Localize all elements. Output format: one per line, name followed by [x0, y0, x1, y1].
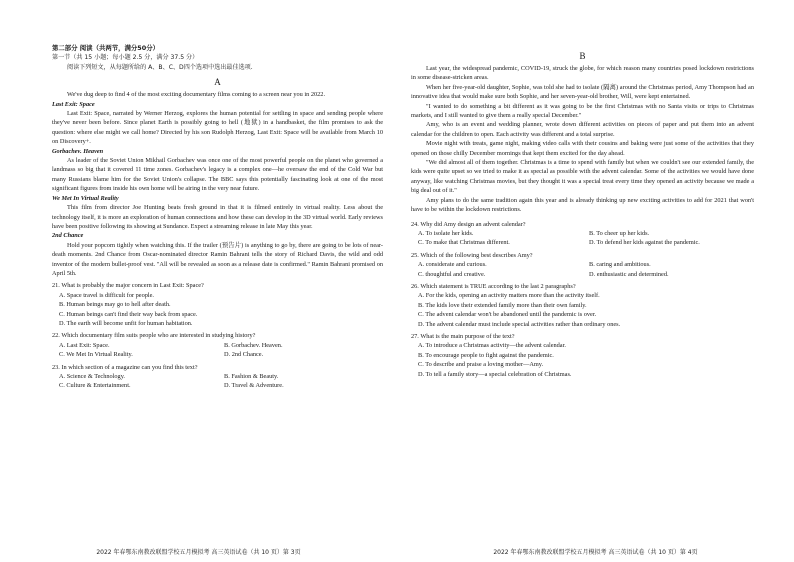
passage-paragraph: "We did almost all of them together. Christmas is a time to spend with family but when we couldn't see our extended family, the kids were quite upset so we tried to make it as special as possible with the advent calendar. Some of the activities we would have done anyway, like watching Christmas movies, but they thought it was a special treat every time they opened an activity because we made a big deal out of it."	[411, 159, 754, 195]
answer-option: A. To introduce a Christmas activity—the advent calendar.	[418, 342, 566, 350]
question-stem: 27. What is the main purpose of the text?	[411, 332, 515, 340]
page-footer-right: 2022 年春鄂东南教改联盟学校五月模拟考 高三英语试卷（共 10 页）第 4页	[493, 549, 698, 556]
film-title: 2nd Chance	[52, 232, 84, 240]
option-grid	[411, 229, 754, 248]
passage-paragraph: When her five-year-old daughter, Sophie, was told she had to isolate (隔离) around the Christmas period, Amy Thompson had an innovative idea that would make sure both Sophie, and her seven-year-old brother, Will, were kept entertained.	[411, 83, 754, 101]
film-description: Last Exit: Space, narrated by Werner Herzog, explores the human potential for settling in space and sending people where they've never been before. Since planet Earth is possibly going to hell (地狱) in a handbasket, the film promises to ask the question: where else might we call home? Directed by his son Rudolph Herzog, Last Exit: Space will be available from March 10 on Discovery+.	[52, 110, 383, 146]
passage-b-body	[411, 64, 754, 215]
film-title: We Met In Virtual Reality	[52, 194, 119, 202]
answer-option: D. Travel & Adventure.	[224, 382, 284, 390]
passage-b-title: B	[579, 51, 586, 61]
answer-option: D. To defend her kids against the pandemic.	[589, 239, 700, 247]
answer-option: D. enthusiastic and determined.	[589, 270, 669, 278]
answer-option: B. The kids love their extended family more than their own family.	[418, 301, 587, 309]
passage-a-title: A	[214, 77, 221, 88]
questions-24-27	[411, 220, 754, 380]
answer-option: A. To isolate her kids.	[418, 229, 474, 237]
option-grid	[411, 260, 754, 279]
film-title: Last Exit: Space	[52, 100, 95, 108]
film-title: Gorbachev. Heaven	[52, 147, 104, 155]
answer-option: B. To cheer up her kids.	[589, 229, 650, 237]
film-description: This film from director Joe Hunting beats fresh ground in that it is filmed entirely in virtual reality. Less about the technology itself, it is more an exploration of human connections and how these can develop in the 3D virtual world. Early reviews have been positive following its showing at Sundance. Expect a streaming release in late May this year.	[52, 204, 383, 230]
answer-option: A. Space travel is difficult for people.	[59, 291, 155, 299]
answer-option: A. considerate and curious.	[418, 261, 487, 269]
answer-option: D. 2nd Chance.	[224, 351, 264, 359]
answer-option: C. Culture & Entertainment.	[59, 382, 131, 390]
option-grid	[52, 372, 383, 391]
answer-option: C. The advent calendar won't be abandoned until the pandemic is over.	[418, 311, 597, 319]
passage-paragraph: Amy plans to do the same tradition again this year and is already thinking up new exciting activities to add for 2021 that won't have to be within the lockdown restrictions.	[411, 196, 754, 214]
question-stem: 25. Which of the following best describes Amy?	[411, 251, 533, 259]
film-description: As leader of the Soviet Union Mikhail Gorbachev was once one of the most powerful people on the planet who governed a landmass so big that it covered 11 time zones. Gorbachev's legacy is a complex one—he oversaw the end of the Cold War but many Russians blame him for the Soviet Union's collapse. The BBC says this potentially fascinating look at one of the most significant figures from inside his own home will be airing in the very near future.	[52, 157, 383, 193]
passage-paragraph: Last year, the widespread pandemic, COVID-19, struck the globe, for which reason many countries posed lockdown restrictions in some disease-stricken areas.	[411, 65, 754, 82]
answer-option: C. To describe and praise a loving mother—Amy.	[418, 361, 544, 369]
film-description: Hold your popcorn tightly when watching this. If the trailer (预告片) is anything to go by, there are going to be lots of near-death moments. 2nd Chance from Oscar-nominated director Ramin Bahrani tells the story of Richard Davis, the wild and odd inventor of the modern bullet-proof vest. "All will be revealed as soon as a release date is confirmed." Ramin Bahrani promised on April 5th.	[52, 241, 383, 277]
passage-a-intro: We've dug deep to find 4 of the most exciting documentary films coming to a screen near you in 2022.	[67, 91, 326, 99]
instruction-text: 阅读下列短文，从每题所给的 A、B、C、D四个选项中选出最佳选项.	[67, 63, 253, 71]
questions-21-23	[52, 281, 383, 390]
film-list	[52, 100, 383, 279]
answer-option: D. The earth will become unfit for human habitation.	[59, 319, 193, 327]
passage-paragraph: Movie night with treats, game night, making video calls with their cousins and baking were just some of the activities that they opened on those chilly December mornings that kept them excited for the day ahead.	[411, 140, 754, 157]
answer-option: B. To encourage people to fight against the pandemic.	[418, 351, 554, 359]
answer-option: A. Science & Technology.	[59, 373, 126, 380]
option-grid	[52, 341, 383, 360]
answer-option: D. To tell a family story—a special celebration of Christmas.	[418, 370, 572, 378]
answer-option: C. Human beings can't find their way back from space.	[59, 310, 198, 318]
answer-option: D. The advent calendar must include special activities rather than ordinary ones.	[418, 320, 621, 328]
answer-option: B. Fashion & Beauty.	[224, 373, 279, 380]
passage-paragraph: "I wanted to do something a bit different as it was going to be the first Christmas with no Santa visits or trips to Christmas markets, and I still wanted to give them a really special December."	[411, 102, 754, 120]
subsection-header: 第一节（共 15 小题；每小题 2.5 分，满分 37.5 分）	[52, 54, 199, 62]
answer-option: C. thoughtful and creative.	[418, 270, 486, 278]
answer-option: A. For the kids, opening an activity matters more than the activity itself.	[418, 292, 600, 300]
question-stem: 22. Which documentary film suits people who are interested in studying history?	[52, 332, 256, 340]
answer-option: C. To make that Christmas different.	[418, 239, 510, 247]
page-footer-left: 2022 年春鄂东南教改联盟学校五月模拟考 高三英语试卷（共 10 页）第 3页	[96, 549, 301, 556]
question-stem: 24. Why did Amy design an advent calendar?	[411, 220, 526, 228]
question-stem: 23. In which section of a magazine can you find this text?	[52, 363, 198, 371]
answer-option: B. Human beings may go to hell after death.	[59, 301, 171, 309]
question-stem: 26. Which statement is TRUE according to the last 2 paragraphs?	[411, 282, 576, 290]
question-stem: 21. What is probably the major concern in Last Exit: Space?	[52, 282, 204, 290]
section-header: 第二部分 阅读（共两节，满分50分）	[52, 44, 159, 52]
passage-paragraph: Amy, who is an event and wedding planner, wrote down different activities on pieces of paper and put them into an advent calendar for the children to open. Each activity was different and a total surprise.	[411, 121, 754, 138]
answer-option: B. caring and ambitious.	[589, 261, 651, 269]
right-page	[397, 0, 794, 562]
answer-option: A. Last Exit: Space.	[59, 341, 110, 349]
answer-option: B. Gorbachev. Heaven.	[224, 341, 283, 349]
answer-option: C. We Met In Virtual Reality.	[59, 351, 133, 359]
